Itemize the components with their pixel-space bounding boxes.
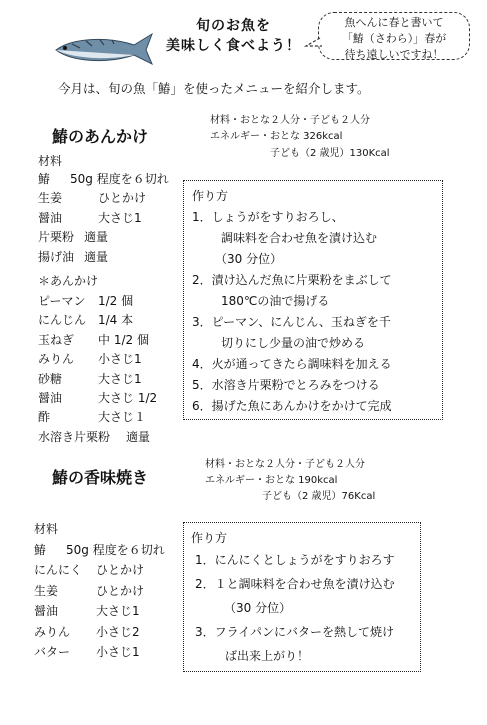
ingredient-qty: ひとかけ [96,583,145,598]
ingredient-row [38,248,169,267]
ingredient-qty: 大さじ1 [96,604,140,619]
ingredient-row [38,389,157,408]
speech-bubble-text [330,15,458,63]
ingredient-row [38,331,157,350]
ingredient-row [34,601,165,621]
ingredient-name: 醤油 [38,391,63,406]
ingredient-name: 揚げ油 [38,249,75,264]
ingredient-qty: 適量 [84,230,109,245]
recipe2-method-label: 作り方 [191,531,228,545]
ingredient-name: 醤油 [38,210,63,225]
header-title-line2: 美味しく食べよう！ [166,38,301,54]
ingredient-qty: 小さじ1 [98,352,142,367]
ingredient-row [38,292,157,311]
ingredient-qty: 小さじ1 [96,645,140,660]
ingredient-qty: ひとかけ [98,191,147,206]
method-step: （30 分位） [215,252,283,266]
ingredient-row [38,189,169,208]
recipe2-meta-energy-adult: エネルギー・おとな 190kcal [205,475,338,486]
recipe1-ingredients-label: 材料 [38,154,63,168]
ingredient-qty: 50g 程度を６切れ [66,543,165,557]
ingredient-qty: 大さじ1 [98,210,142,225]
ingredient-row [38,408,157,427]
ingredient-qty: 50g 程度を６切れ [70,172,169,186]
recipe1-meta-energy-child: 子ども（2 歳児）130Kcal [270,148,390,159]
recipe1-method-label: 作り方 [192,189,229,203]
method-step: 2．１と調味料を合わせ魚を漬け込む [195,577,395,591]
fish-icon [52,28,156,70]
ingredient-row [34,540,165,560]
ingredient-name: 水溶き片栗粉 [38,429,111,444]
ingredient-row [38,350,157,369]
ingredient-row [38,170,169,189]
recipe1-sauce-list [38,292,157,447]
bubble-line: 魚へんに春と書いて [344,16,444,29]
ingredient-name: 醤油 [34,604,59,619]
recipe1-title: 鰆のあんかけ [52,127,149,146]
ingredient-name: 酢 [38,410,51,425]
ingredient-qty: 1/2 個 [98,294,134,308]
ingredient-qty: 適量 [84,249,109,264]
ingredient-qty: 小さじ2 [96,624,140,639]
ingredient-row [38,428,157,447]
ingredient-row [38,209,169,228]
recipe2-meta-energy-child: 子ども（2 歳児）76Kcal [262,491,376,502]
method-step: （30 分位） [224,601,292,615]
ingredient-name: にんじん [38,313,87,328]
bubble-line: 「鰆（さわら）」春が [341,32,447,45]
recipe2-title: 鰆の香味焼き [52,468,149,487]
method-step: 調味料を合わせ魚を漬け込む [221,231,378,245]
ingredient-name: 生姜 [34,583,59,598]
ingredient-qty: 1/4 本 [98,313,134,328]
recipe1-ingredients-list [38,170,169,267]
ingredient-qty: 適量 [126,429,151,444]
ingredient-row [34,622,165,642]
ingredient-row [34,581,165,601]
ingredient-row [38,370,157,389]
ingredient-name: 鰆 [34,543,47,557]
method-step: 180℃の油で揚げる [221,294,330,308]
method-step: 3．フライパンにバターを熱して焼け [195,625,395,639]
ingredient-row [34,642,165,662]
method-step: 5．水溶き片栗粉でとろみをつける [192,378,380,392]
recipe2-ingredients-label: 材料 [34,522,59,536]
method-step: 切りにし少量の油で炒める [221,336,366,350]
method-step: 1．しょうがをすりおろし、 [192,210,344,224]
header-title-line1: 旬のお魚を [196,18,271,34]
ingredient-name: みりん [34,624,71,639]
ingredient-name: 片栗粉 [38,230,75,245]
ingredient-row [38,228,169,247]
ingredient-name: 砂糖 [38,371,63,386]
ingredient-qty: 大さじ１ [98,410,147,425]
method-step: 2．漬け込んだ魚に片栗粉をまぶして [192,273,392,287]
ingredient-name: 鰆 [38,172,51,186]
intro-text: 今月は、旬の魚「鰆」を使ったメニューを紹介します。 [58,81,370,96]
ingredient-qty: ひとかけ [96,563,145,578]
recipe1-meta-energy-adult: エネルギー・おとな 326kcal [210,131,343,142]
method-step: 4．火が通ってきたら調味料を加える [192,357,392,371]
recipe1-sauce-label: ＊あんかけ [38,274,99,288]
ingredient-name: みりん [38,352,75,367]
speech-bubble-tail [304,36,324,50]
method-step: 6．揚げた魚にあんかけをかけて完成 [192,399,392,413]
recipe2-meta-servings: 材料・おとな２人分・子ども２人分 [205,459,365,470]
ingredient-name: バター [34,645,71,660]
recipe2-ingredients-list [34,540,165,662]
ingredient-name: 生姜 [38,191,63,206]
ingredient-qty: 大さじ 1/2 [98,391,158,406]
ingredient-qty: 大さじ1 [98,371,142,386]
recipe1-meta-servings: 材料・おとな２人分・子ども２人分 [210,115,370,126]
method-step: 3．ピーマン、にんじん、玉ねぎを千 [192,315,391,329]
bubble-line: 待ち遠しいですね！ [344,48,444,61]
ingredient-name: ピーマン [38,294,86,308]
ingredient-name: にんにく [34,563,83,578]
ingredient-row [34,560,165,580]
ingredient-name: 玉ねぎ [38,332,75,347]
method-step: 1．にんにくとしょうがをすりおろす [195,553,395,567]
ingredient-row [38,311,157,330]
method-step: ば出来上がり！ [225,649,310,663]
ingredient-qty: 中 1/2 個 [98,332,149,347]
